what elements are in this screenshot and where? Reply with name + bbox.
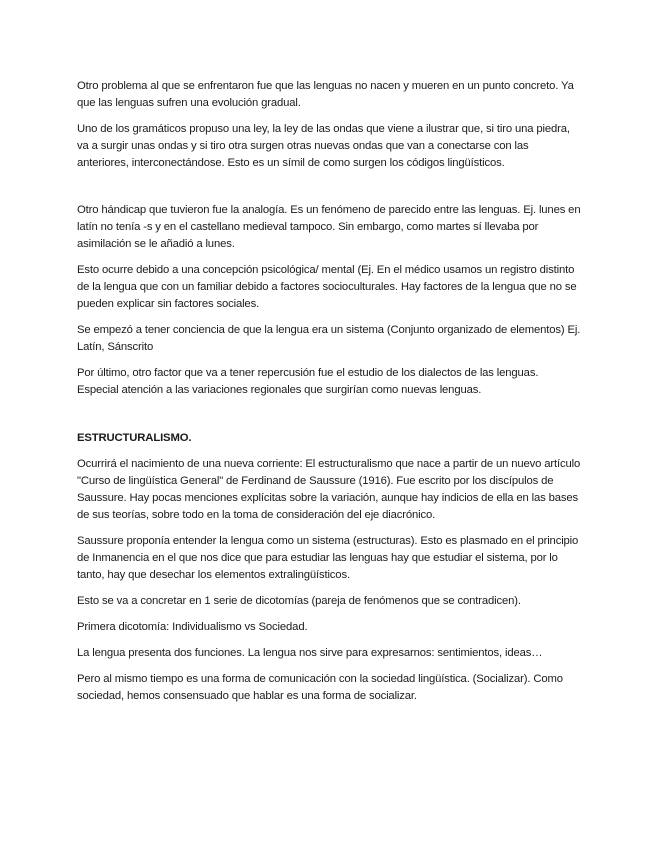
- paragraph-structuralism-origin: Ocurrirá el nacimiento de una nueva corriente: El estructuralismo que nace a partir de un nuevo artículo "Curso de lingüística General" de Ferdinand de Saussure (1916). Fue escrito por los discípulos de Saussure. Hay pocas menciones explícitas sobre la variación, aunque hay indicios de ella en las bases de sus teorías, sobre todo en la toma de consideración del eje diacrónico.: [77, 458, 581, 521]
- document-body: [77, 78, 581, 714]
- paragraph-dichotomies: Esto se va a concretar en 1 serie de dicotomías (pareja de fenómenos que se contradicen).: [77, 595, 521, 607]
- paragraph-language-system: Se empezó a tener conciencia de que la lengua era un sistema (Conjunto organizado de elementos) Ej. Latín, Sánscrito: [77, 324, 581, 353]
- section-heading: ESTRUCTURALISMO.: [77, 432, 192, 444]
- paragraph-psychological-conception: Esto ocurre debido a una concepción psicológica/ mental (Ej. En el médico usamos un registro distinto de la lengua que con un familiar debido a factores socioculturales. Hay factores de la lengua que no se pueden explicar sin factores sociales.: [77, 264, 577, 310]
- paragraph-saussure-system: Saussure proponía entender la lengua como un sistema (estructuras). Esto es plasmado en el principio de Inmanencia en el que nos dice que para estudiar las lenguas hay que estudiar el sistema, por lo tanto, hay que desechar los elementos extralingüísticos.: [77, 535, 579, 581]
- paragraph-evolution: Otro problema al que se enfrentaron fue que las lenguas no nacen y mueren en un punto concreto. Ya que las lenguas sufren una evolución gradual.: [77, 80, 574, 109]
- paragraph-dialects: Por último, otro factor que va a tener repercusión fue el estudio de los dialectos de las lenguas. Especial atención a las variaciones regionales que surgirían como nuevas lenguas.: [77, 367, 539, 396]
- paragraph-wave-law: Uno de los gramáticos propuso una ley, la ley de las ondas que viene a ilustrar que, si tiro una piedra, va a surgir unas ondas y si tiro otra surgen otras nuevas ondas que van a conectarse con las anteriores, interconectándose. Esto es un símil de como surgen los códigos lingüísticos.: [77, 123, 570, 169]
- paragraph-language-functions: La lengua presenta dos funciones. La lengua nos sirve para expresarnos: sentimientos, ideas…: [77, 647, 543, 659]
- paragraph-first-dichotomy: Primera dicotomía: Individualismo vs Sociedad.: [77, 621, 308, 633]
- paragraph-socialization: Pero al mismo tiempo es una forma de comunicación con la sociedad lingüística. (Socializar). Como sociedad, hemos consensuado que hablar es una forma de socializar.: [77, 673, 563, 702]
- paragraph-analogy: Otro hándicap que tuvieron fue la analogía. Es un fenómeno de parecido entre las lenguas. Ej. lunes en latín no tenía -s y en el castellano medieval tampoco. Sin embargo, como martes sí llevaba por asimilación se le añadió a lunes.: [77, 204, 581, 250]
